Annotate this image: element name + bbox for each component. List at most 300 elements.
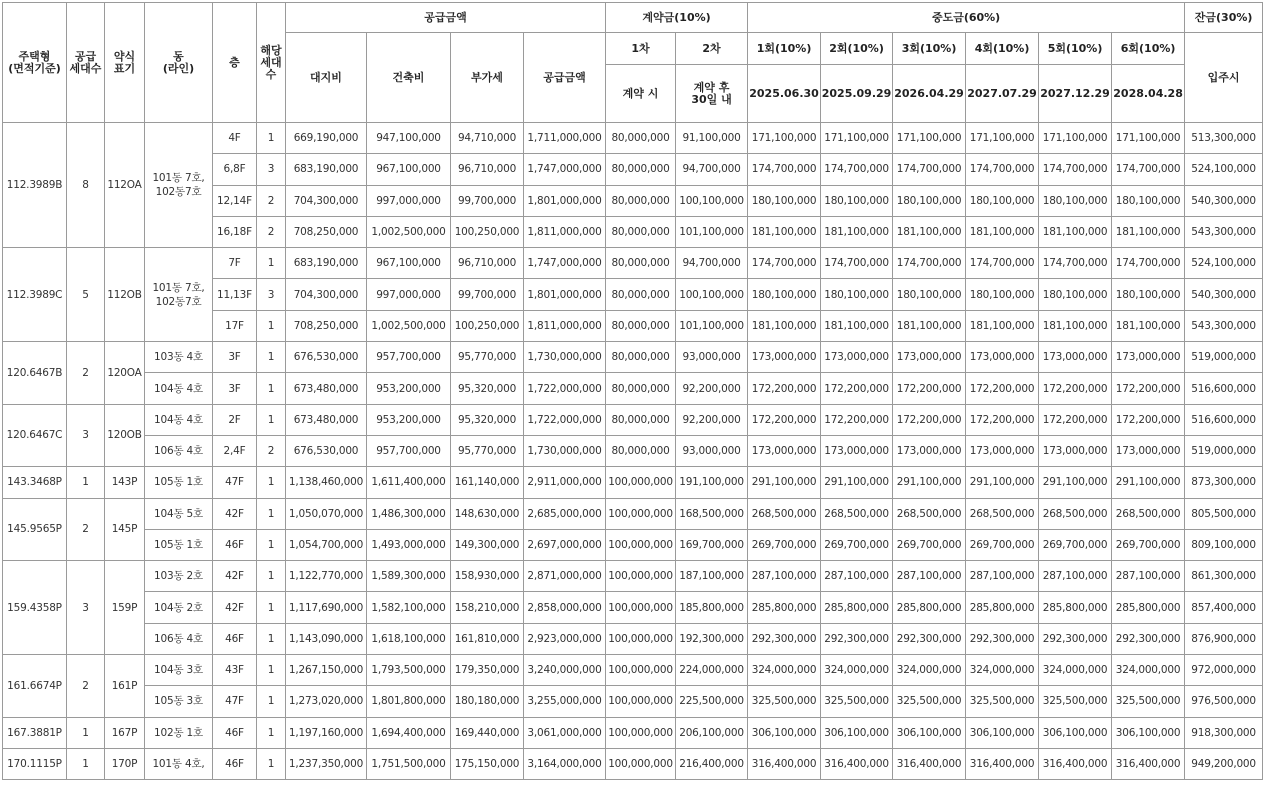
building-cost-cell: 1,618,100,000	[367, 623, 451, 654]
middle-payment-4-cell: 180,100,000	[966, 185, 1039, 216]
middle-payment-5-cell: 173,000,000	[1039, 435, 1112, 466]
building-cost-cell: 967,100,000	[367, 154, 451, 185]
abbr-cell: 120OA	[105, 342, 145, 405]
building-cost-cell: 1,486,300,000	[367, 498, 451, 529]
middle-payment-3-cell: 325,500,000	[893, 686, 966, 717]
middle-payment-1-cell: 174,700,000	[748, 248, 821, 279]
balance-cell: 519,000,000	[1185, 435, 1263, 466]
abbr-cell: 143P	[105, 467, 145, 498]
header-middle-1: 1회(10%)	[748, 33, 821, 65]
supply-units-cell: 3	[67, 404, 105, 467]
type-cell: 112.3989C	[3, 248, 67, 342]
middle-payment-2-cell: 172,200,000	[821, 373, 893, 404]
middle-payment-3-cell: 173,000,000	[893, 342, 966, 373]
middle-payment-2-cell: 181,100,000	[821, 216, 893, 247]
dong-cell: 101동 7호, 102동7호	[145, 123, 213, 248]
middle-payment-1-cell: 269,700,000	[748, 529, 821, 560]
building-cost-cell: 1,493,000,000	[367, 529, 451, 560]
middle-payment-4-cell: 316,400,000	[966, 748, 1039, 779]
header-balance: 잔금(30%)	[1185, 3, 1263, 33]
balance-cell: 972,000,000	[1185, 655, 1263, 686]
table-row	[3, 592, 1263, 623]
middle-payment-3-cell: 324,000,000	[893, 655, 966, 686]
deposit-2-cell: 94,700,000	[676, 248, 748, 279]
middle-payment-5-cell: 172,200,000	[1039, 373, 1112, 404]
type-cell: 159.4358P	[3, 561, 67, 655]
middle-payment-6-cell: 173,000,000	[1112, 342, 1185, 373]
deposit-2-cell: 192,300,000	[676, 623, 748, 654]
middle-payment-5-cell: 292,300,000	[1039, 623, 1112, 654]
supply-total-cell: 2,697,000,000	[524, 529, 606, 560]
supply-total-cell: 1,730,000,000	[524, 342, 606, 373]
deposit-2-cell: 101,100,000	[676, 310, 748, 341]
units-cell: 1	[257, 748, 286, 779]
middle-payment-6-cell: 173,000,000	[1112, 435, 1185, 466]
header-land: 대지비	[286, 33, 367, 123]
units-cell: 1	[257, 686, 286, 717]
supply-units-cell: 1	[67, 717, 105, 748]
middle-payment-3-cell: 268,500,000	[893, 498, 966, 529]
type-cell: 145.9565P	[3, 498, 67, 561]
building-cost-cell: 1,002,500,000	[367, 310, 451, 341]
deposit-1-cell: 100,000,000	[606, 592, 676, 623]
middle-payment-4-cell: 292,300,000	[966, 623, 1039, 654]
type-cell: 112.3989B	[3, 123, 67, 248]
middle-payment-5-cell: 180,100,000	[1039, 185, 1112, 216]
middle-payment-5-cell: 287,100,000	[1039, 561, 1112, 592]
balance-cell: 524,100,000	[1185, 154, 1263, 185]
middle-payment-2-cell: 173,000,000	[821, 342, 893, 373]
abbr-cell: 120OB	[105, 404, 145, 467]
building-cost-cell: 967,100,000	[367, 248, 451, 279]
table-row	[3, 404, 1263, 435]
supply-units-cell: 3	[67, 561, 105, 655]
vat-cell: 149,300,000	[451, 529, 524, 560]
units-cell: 1	[257, 592, 286, 623]
middle-payment-6-cell: 287,100,000	[1112, 561, 1185, 592]
deposit-1-cell: 100,000,000	[606, 498, 676, 529]
header-middle-3: 3회(10%)	[893, 33, 966, 65]
middle-payment-2-cell: 291,100,000	[821, 467, 893, 498]
balance-cell: 513,300,000	[1185, 123, 1263, 154]
header-middle-2-date: 2025.09.29	[821, 65, 893, 123]
middle-payment-4-cell: 174,700,000	[966, 154, 1039, 185]
dong-cell: 106동 4호	[145, 623, 213, 654]
supply-units-cell: 2	[67, 655, 105, 718]
middle-payment-3-cell: 292,300,000	[893, 623, 966, 654]
middle-payment-5-cell: 174,700,000	[1039, 248, 1112, 279]
balance-cell: 543,300,000	[1185, 310, 1263, 341]
middle-payment-1-cell: 325,500,000	[748, 686, 821, 717]
middle-payment-2-cell: 287,100,000	[821, 561, 893, 592]
supply-units-cell: 1	[67, 748, 105, 779]
middle-payment-2-cell: 324,000,000	[821, 655, 893, 686]
balance-cell: 809,100,000	[1185, 529, 1263, 560]
floor-cell: 43F	[213, 655, 257, 686]
header-floor: 층	[213, 3, 257, 123]
dong-cell: 101동 4호,	[145, 748, 213, 779]
supply-total-cell: 3,061,000,000	[524, 717, 606, 748]
abbr-cell: 167P	[105, 717, 145, 748]
middle-payment-3-cell: 181,100,000	[893, 216, 966, 247]
supply-total-cell: 2,685,000,000	[524, 498, 606, 529]
middle-payment-5-cell: 269,700,000	[1039, 529, 1112, 560]
deposit-1-cell: 80,000,000	[606, 342, 676, 373]
middle-payment-1-cell: 173,000,000	[748, 342, 821, 373]
type-cell: 170.1115P	[3, 748, 67, 779]
deposit-2-cell: 93,000,000	[676, 342, 748, 373]
table-header	[3, 3, 1263, 123]
supply-total-cell: 1,801,000,000	[524, 279, 606, 310]
balance-cell: 524,100,000	[1185, 248, 1263, 279]
middle-payment-4-cell: 325,500,000	[966, 686, 1039, 717]
middle-payment-5-cell: 325,500,000	[1039, 686, 1112, 717]
middle-payment-1-cell: 172,200,000	[748, 373, 821, 404]
header-middle-6: 6회(10%)	[1112, 33, 1185, 65]
header-deposit-1-when: 계약 시	[606, 65, 676, 123]
land-cost-cell: 1,197,160,000	[286, 717, 367, 748]
header-middle-payment: 중도금(60%)	[748, 3, 1185, 33]
units-cell: 3	[257, 279, 286, 310]
building-cost-cell: 957,700,000	[367, 342, 451, 373]
middle-payment-5-cell: 180,100,000	[1039, 279, 1112, 310]
supply-total-cell: 2,923,000,000	[524, 623, 606, 654]
vat-cell: 99,700,000	[451, 279, 524, 310]
supply-units-cell: 2	[67, 498, 105, 561]
land-cost-cell: 704,300,000	[286, 279, 367, 310]
middle-payment-1-cell: 324,000,000	[748, 655, 821, 686]
table-row	[3, 748, 1263, 779]
balance-cell: 949,200,000	[1185, 748, 1263, 779]
deposit-1-cell: 80,000,000	[606, 279, 676, 310]
balance-cell: 918,300,000	[1185, 717, 1263, 748]
header-middle-5-date: 2027.12.29	[1039, 65, 1112, 123]
middle-payment-6-cell: 172,200,000	[1112, 373, 1185, 404]
floor-cell: 17F	[213, 310, 257, 341]
middle-payment-6-cell: 181,100,000	[1112, 216, 1185, 247]
middle-payment-2-cell: 285,800,000	[821, 592, 893, 623]
balance-cell: 976,500,000	[1185, 686, 1263, 717]
deposit-1-cell: 100,000,000	[606, 655, 676, 686]
middle-payment-5-cell: 285,800,000	[1039, 592, 1112, 623]
middle-payment-4-cell: 172,200,000	[966, 373, 1039, 404]
balance-cell: 540,300,000	[1185, 279, 1263, 310]
header-middle-1-date: 2025.06.30	[748, 65, 821, 123]
middle-payment-3-cell: 180,100,000	[893, 279, 966, 310]
floor-cell: 46F	[213, 717, 257, 748]
supply-total-cell: 1,811,000,000	[524, 216, 606, 247]
table-row	[3, 655, 1263, 686]
middle-payment-2-cell: 171,100,000	[821, 123, 893, 154]
vat-cell: 95,770,000	[451, 342, 524, 373]
vat-cell: 175,150,000	[451, 748, 524, 779]
middle-payment-3-cell: 172,200,000	[893, 373, 966, 404]
middle-payment-1-cell: 180,100,000	[748, 185, 821, 216]
middle-payment-6-cell: 324,000,000	[1112, 655, 1185, 686]
supply-total-cell: 2,858,000,000	[524, 592, 606, 623]
dong-cell: 105동 1호	[145, 467, 213, 498]
middle-payment-6-cell: 174,700,000	[1112, 154, 1185, 185]
dong-cell: 104동 2호	[145, 592, 213, 623]
deposit-1-cell: 80,000,000	[606, 185, 676, 216]
vat-cell: 95,770,000	[451, 435, 524, 466]
middle-payment-6-cell: 180,100,000	[1112, 185, 1185, 216]
abbr-cell: 170P	[105, 748, 145, 779]
balance-cell: 861,300,000	[1185, 561, 1263, 592]
deposit-2-cell: 94,700,000	[676, 154, 748, 185]
payment-schedule-table-wrapper	[2, 2, 1263, 780]
supply-total-cell: 1,722,000,000	[524, 373, 606, 404]
table-row	[3, 435, 1263, 466]
table-row	[3, 717, 1263, 748]
type-cell: 120.6467B	[3, 342, 67, 405]
floor-cell: 46F	[213, 748, 257, 779]
type-cell: 161.6674P	[3, 655, 67, 718]
middle-payment-4-cell: 269,700,000	[966, 529, 1039, 560]
floor-cell: 12,14F	[213, 185, 257, 216]
building-cost-cell: 957,700,000	[367, 435, 451, 466]
supply-total-cell: 3,240,000,000	[524, 655, 606, 686]
units-cell: 1	[257, 655, 286, 686]
units-cell: 1	[257, 623, 286, 654]
units-cell: 1	[257, 561, 286, 592]
header-building: 건축비	[367, 33, 451, 123]
middle-payment-3-cell: 174,700,000	[893, 248, 966, 279]
building-cost-cell: 1,582,100,000	[367, 592, 451, 623]
supply-total-cell: 1,747,000,000	[524, 154, 606, 185]
table-row	[3, 342, 1263, 373]
dong-cell: 101동 7호, 102동7호	[145, 248, 213, 342]
dong-cell: 104동 3호	[145, 655, 213, 686]
middle-payment-3-cell: 287,100,000	[893, 561, 966, 592]
dong-cell: 104동 5호	[145, 498, 213, 529]
middle-payment-4-cell: 173,000,000	[966, 342, 1039, 373]
building-cost-cell: 1,589,300,000	[367, 561, 451, 592]
supply-total-cell: 1,747,000,000	[524, 248, 606, 279]
supply-total-cell: 1,801,000,000	[524, 185, 606, 216]
building-cost-cell: 997,000,000	[367, 185, 451, 216]
land-cost-cell: 676,530,000	[286, 342, 367, 373]
units-cell: 3	[257, 154, 286, 185]
units-cell: 2	[257, 435, 286, 466]
supply-total-cell: 2,871,000,000	[524, 561, 606, 592]
units-cell: 2	[257, 216, 286, 247]
floor-cell: 2,4F	[213, 435, 257, 466]
middle-payment-1-cell: 172,200,000	[748, 404, 821, 435]
table-row	[3, 467, 1263, 498]
land-cost-cell: 669,190,000	[286, 123, 367, 154]
supply-total-cell: 1,722,000,000	[524, 404, 606, 435]
header-middle-6-date: 2028.04.28	[1112, 65, 1185, 123]
table-row	[3, 373, 1263, 404]
land-cost-cell: 683,190,000	[286, 154, 367, 185]
abbr-cell: 145P	[105, 498, 145, 561]
middle-payment-2-cell: 268,500,000	[821, 498, 893, 529]
land-cost-cell: 1,138,460,000	[286, 467, 367, 498]
deposit-2-cell: 191,100,000	[676, 467, 748, 498]
table-row	[3, 561, 1263, 592]
middle-payment-4-cell: 171,100,000	[966, 123, 1039, 154]
deposit-2-cell: 92,200,000	[676, 404, 748, 435]
middle-payment-6-cell: 172,200,000	[1112, 404, 1185, 435]
vat-cell: 100,250,000	[451, 216, 524, 247]
building-cost-cell: 1,694,400,000	[367, 717, 451, 748]
land-cost-cell: 708,250,000	[286, 216, 367, 247]
header-middle-4-date: 2027.07.29	[966, 65, 1039, 123]
deposit-2-cell: 100,100,000	[676, 279, 748, 310]
vat-cell: 99,700,000	[451, 185, 524, 216]
units-cell: 2	[257, 185, 286, 216]
middle-payment-2-cell: 172,200,000	[821, 404, 893, 435]
land-cost-cell: 1,267,150,000	[286, 655, 367, 686]
table-row	[3, 123, 1263, 154]
deposit-1-cell: 80,000,000	[606, 123, 676, 154]
deposit-2-cell: 100,100,000	[676, 185, 748, 216]
middle-payment-3-cell: 172,200,000	[893, 404, 966, 435]
units-cell: 1	[257, 123, 286, 154]
units-cell: 1	[257, 498, 286, 529]
middle-payment-1-cell: 174,700,000	[748, 154, 821, 185]
middle-payment-3-cell: 269,700,000	[893, 529, 966, 560]
deposit-2-cell: 224,000,000	[676, 655, 748, 686]
deposit-1-cell: 80,000,000	[606, 310, 676, 341]
middle-payment-6-cell: 268,500,000	[1112, 498, 1185, 529]
middle-payment-5-cell: 173,000,000	[1039, 342, 1112, 373]
land-cost-cell: 704,300,000	[286, 185, 367, 216]
floor-cell: 11,13F	[213, 279, 257, 310]
floor-cell: 42F	[213, 498, 257, 529]
middle-payment-1-cell: 180,100,000	[748, 279, 821, 310]
floor-cell: 7F	[213, 248, 257, 279]
middle-payment-1-cell: 287,100,000	[748, 561, 821, 592]
supply-total-cell: 3,164,000,000	[524, 748, 606, 779]
table-row	[3, 686, 1263, 717]
land-cost-cell: 1,237,350,000	[286, 748, 367, 779]
middle-payment-4-cell: 268,500,000	[966, 498, 1039, 529]
header-deposit: 계약금(10%)	[606, 3, 748, 33]
table-row	[3, 248, 1263, 279]
vat-cell: 158,930,000	[451, 561, 524, 592]
table-row	[3, 623, 1263, 654]
units-cell: 1	[257, 404, 286, 435]
supply-units-cell: 1	[67, 467, 105, 498]
units-cell: 1	[257, 310, 286, 341]
table-body	[3, 123, 1263, 780]
building-cost-cell: 953,200,000	[367, 373, 451, 404]
middle-payment-5-cell: 306,100,000	[1039, 717, 1112, 748]
header-units: 해당 세대 수	[257, 3, 286, 123]
middle-payment-5-cell: 291,100,000	[1039, 467, 1112, 498]
middle-payment-1-cell: 306,100,000	[748, 717, 821, 748]
vat-cell: 161,140,000	[451, 467, 524, 498]
balance-cell: 873,300,000	[1185, 467, 1263, 498]
units-cell: 1	[257, 467, 286, 498]
middle-payment-1-cell: 173,000,000	[748, 435, 821, 466]
vat-cell: 180,180,000	[451, 686, 524, 717]
units-cell: 1	[257, 529, 286, 560]
units-cell: 1	[257, 248, 286, 279]
dong-cell: 103동 4호	[145, 342, 213, 373]
deposit-1-cell: 100,000,000	[606, 717, 676, 748]
balance-cell: 857,400,000	[1185, 592, 1263, 623]
deposit-1-cell: 80,000,000	[606, 154, 676, 185]
deposit-1-cell: 100,000,000	[606, 529, 676, 560]
balance-cell: 543,300,000	[1185, 216, 1263, 247]
land-cost-cell: 683,190,000	[286, 248, 367, 279]
land-cost-cell: 1,050,070,000	[286, 498, 367, 529]
land-cost-cell: 1,117,690,000	[286, 592, 367, 623]
land-cost-cell: 673,480,000	[286, 404, 367, 435]
abbr-cell: 112OB	[105, 248, 145, 342]
middle-payment-6-cell: 291,100,000	[1112, 467, 1185, 498]
middle-payment-2-cell: 269,700,000	[821, 529, 893, 560]
middle-payment-6-cell: 292,300,000	[1112, 623, 1185, 654]
supply-total-cell: 1,730,000,000	[524, 435, 606, 466]
floor-cell: 42F	[213, 592, 257, 623]
abbr-cell: 161P	[105, 655, 145, 718]
header-deposit-2-when: 계약 후 30일 내	[676, 65, 748, 123]
header-deposit-1: 1차	[606, 33, 676, 65]
middle-payment-2-cell: 180,100,000	[821, 185, 893, 216]
vat-cell: 179,350,000	[451, 655, 524, 686]
deposit-1-cell: 80,000,000	[606, 373, 676, 404]
middle-payment-4-cell: 172,200,000	[966, 404, 1039, 435]
vat-cell: 95,320,000	[451, 373, 524, 404]
payment-schedule-table	[2, 2, 1263, 780]
middle-payment-2-cell: 181,100,000	[821, 310, 893, 341]
middle-payment-3-cell: 174,700,000	[893, 154, 966, 185]
header-middle-4: 4회(10%)	[966, 33, 1039, 65]
middle-payment-1-cell: 268,500,000	[748, 498, 821, 529]
dong-cell: 103동 2호	[145, 561, 213, 592]
units-cell: 1	[257, 342, 286, 373]
dong-cell: 105동 1호	[145, 529, 213, 560]
vat-cell: 94,710,000	[451, 123, 524, 154]
header-middle-5: 5회(10%)	[1039, 33, 1112, 65]
building-cost-cell: 947,100,000	[367, 123, 451, 154]
floor-cell: 42F	[213, 561, 257, 592]
building-cost-cell: 1,793,500,000	[367, 655, 451, 686]
deposit-2-cell: 91,100,000	[676, 123, 748, 154]
vat-cell: 158,210,000	[451, 592, 524, 623]
building-cost-cell: 1,801,800,000	[367, 686, 451, 717]
middle-payment-1-cell: 181,100,000	[748, 310, 821, 341]
header-supply-amount: 공급금액	[286, 3, 606, 33]
balance-cell: 516,600,000	[1185, 404, 1263, 435]
middle-payment-5-cell: 324,000,000	[1039, 655, 1112, 686]
middle-payment-4-cell: 306,100,000	[966, 717, 1039, 748]
deposit-1-cell: 80,000,000	[606, 435, 676, 466]
supply-total-cell: 2,911,000,000	[524, 467, 606, 498]
middle-payment-4-cell: 174,700,000	[966, 248, 1039, 279]
balance-cell: 805,500,000	[1185, 498, 1263, 529]
floor-cell: 2F	[213, 404, 257, 435]
land-cost-cell: 1,122,770,000	[286, 561, 367, 592]
middle-payment-1-cell: 171,100,000	[748, 123, 821, 154]
supply-units-cell: 8	[67, 123, 105, 248]
middle-payment-2-cell: 174,700,000	[821, 154, 893, 185]
middle-payment-3-cell: 180,100,000	[893, 185, 966, 216]
vat-cell: 169,440,000	[451, 717, 524, 748]
header-move-in: 입주시	[1185, 33, 1263, 123]
header-deposit-2: 2차	[676, 33, 748, 65]
vat-cell: 161,810,000	[451, 623, 524, 654]
dong-cell: 105동 3호	[145, 686, 213, 717]
land-cost-cell: 1,273,020,000	[286, 686, 367, 717]
building-cost-cell: 1,751,500,000	[367, 748, 451, 779]
header-vat: 부가세	[451, 33, 524, 123]
deposit-1-cell: 100,000,000	[606, 686, 676, 717]
